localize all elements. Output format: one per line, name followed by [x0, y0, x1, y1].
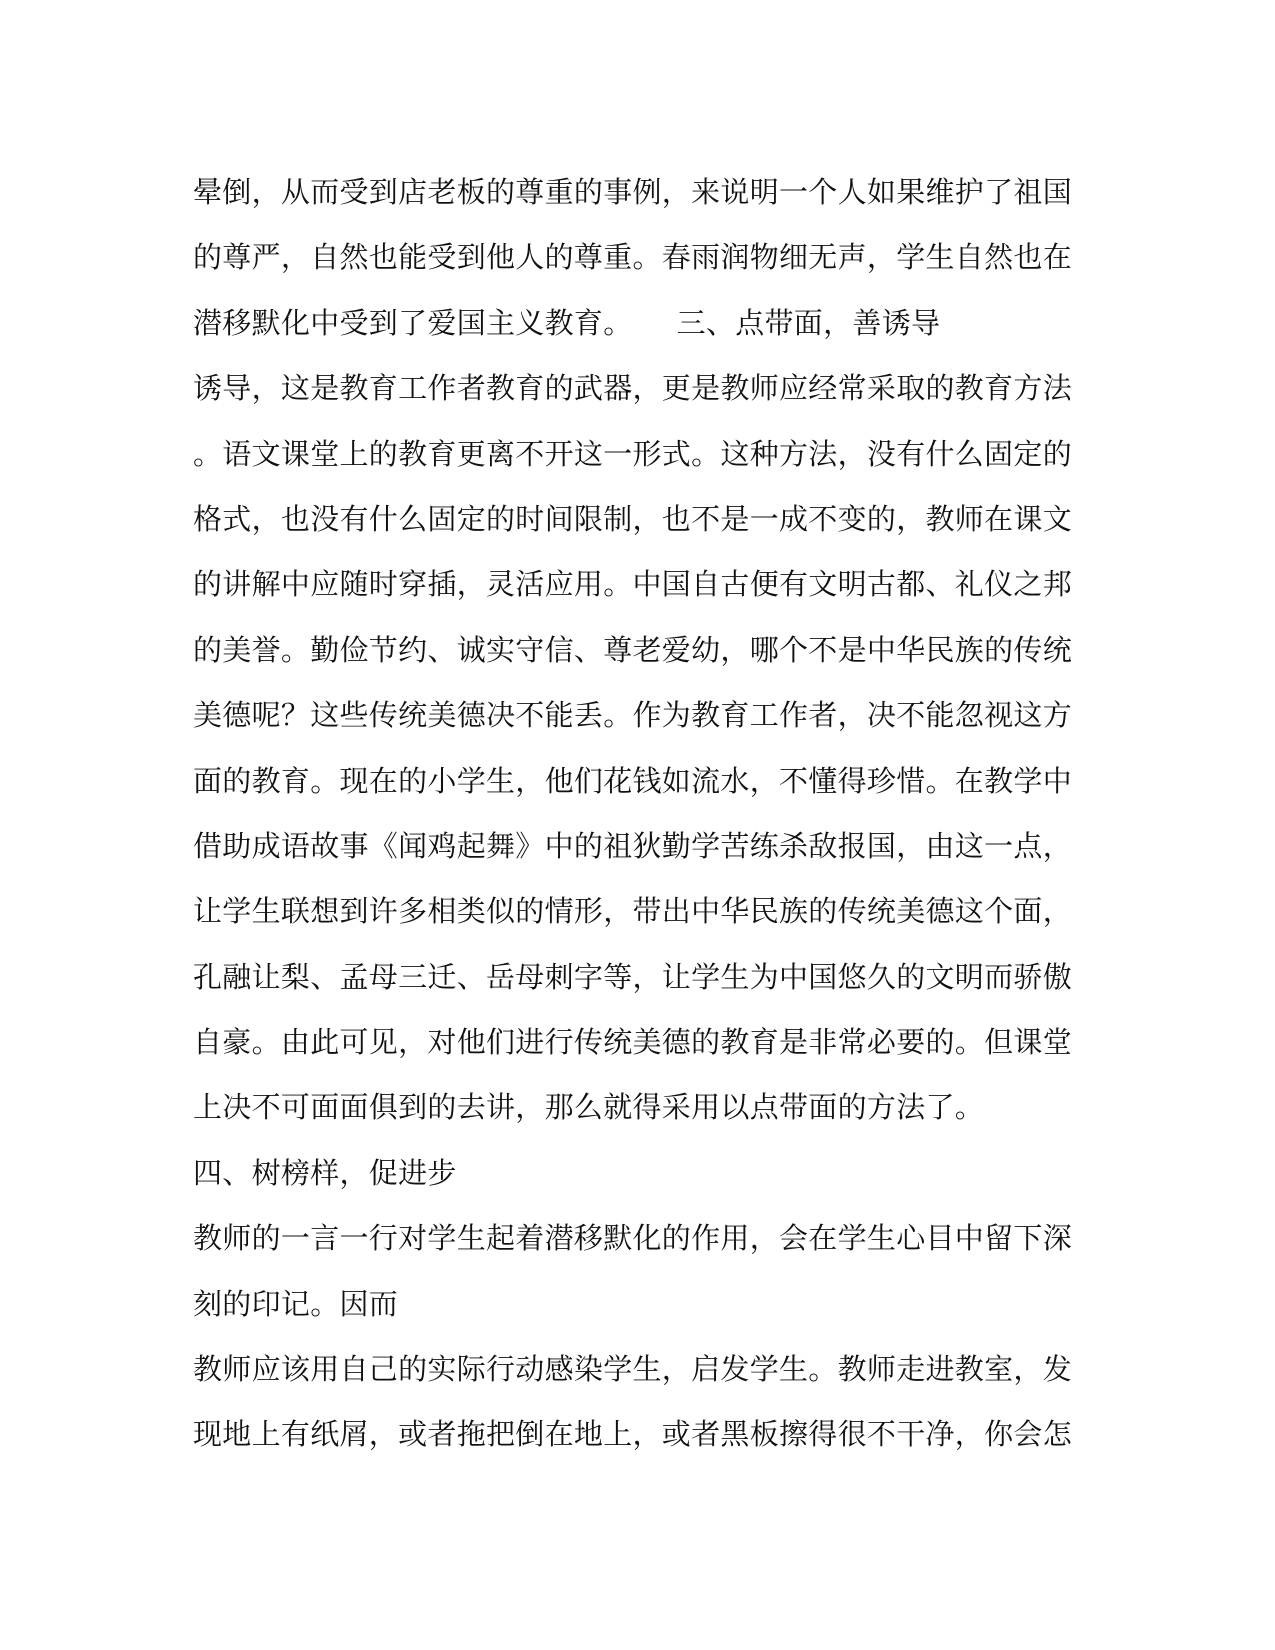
- text-line: 。语文课堂上的教育更离不开这一形式。这种方法，没有什么固定的: [193, 436, 1073, 471]
- text-line: 刻的印记。因而: [193, 1286, 399, 1321]
- text-line: 美德呢？这些传统美德决不能丢。作为教育工作者，决不能忽视这方: [193, 698, 1073, 733]
- text-line: 借助成语故事《闻鸡起舞》中的祖狄勤学苦练杀敌报国，由这一点，: [193, 828, 1073, 863]
- text-line: 的讲解中应随时穿插，灵活应用。中国自古便有文明古都、礼仪之邦: [193, 567, 1073, 602]
- text-line: 格式，也没有什么固定的时间限制，也不是一成不变的，教师在课文: [193, 501, 1073, 536]
- text-line: 让学生联想到许多相类似的情形，带出中华民族的传统美德这个面，: [193, 894, 1073, 929]
- text-line: 的美誉。勤俭节约、诚实守信、尊老爱幼，哪个不是中华民族的传统: [193, 632, 1073, 667]
- body-text: [193, 160, 1073, 1468]
- text-line: 自豪。由此可见，对他们进行传统美德的教育是非常必要的。但课堂: [193, 1025, 1073, 1060]
- text-line: 面的教育。现在的小学生，他们花钱如流水，不懂得珍惜。在教学中: [193, 763, 1073, 798]
- text-line: 的尊严，自然也能受到他人的尊重。春雨润物细无声，学生自然也在: [193, 240, 1073, 275]
- text-line: 教师的一言一行对学生起着潜移默化的作用，会在学生心目中留下深: [193, 1221, 1073, 1256]
- text-line: 教师应该用自己的实际行动感染学生，启发学生。教师走进教室，发: [193, 1352, 1073, 1387]
- text-line: 晕倒，从而受到店老板的尊重的事例，来说明一个人如果维护了祖国: [193, 175, 1073, 209]
- text-line: 诱导，这是教育工作者教育的武器，更是教师应经常采取的教育方法: [193, 371, 1073, 406]
- text-line: 上决不可面面俱到的去讲，那么就得采用以点带面的方法了。: [193, 1090, 985, 1125]
- text-line: 孔融让梨、孟母三迁、岳母刺字等，让学生为中国悠久的文明而骄傲: [193, 959, 1073, 994]
- section-heading: 四、树榜样，促进步: [193, 1155, 457, 1190]
- text-line: 现地上有纸屑，或者拖把倒在地上，或者黑板擦得很不干净，你会怎: [193, 1417, 1073, 1452]
- text-line: 潜移默化中受到了爱国主义教育。 三、点带面，善诱导: [193, 305, 941, 340]
